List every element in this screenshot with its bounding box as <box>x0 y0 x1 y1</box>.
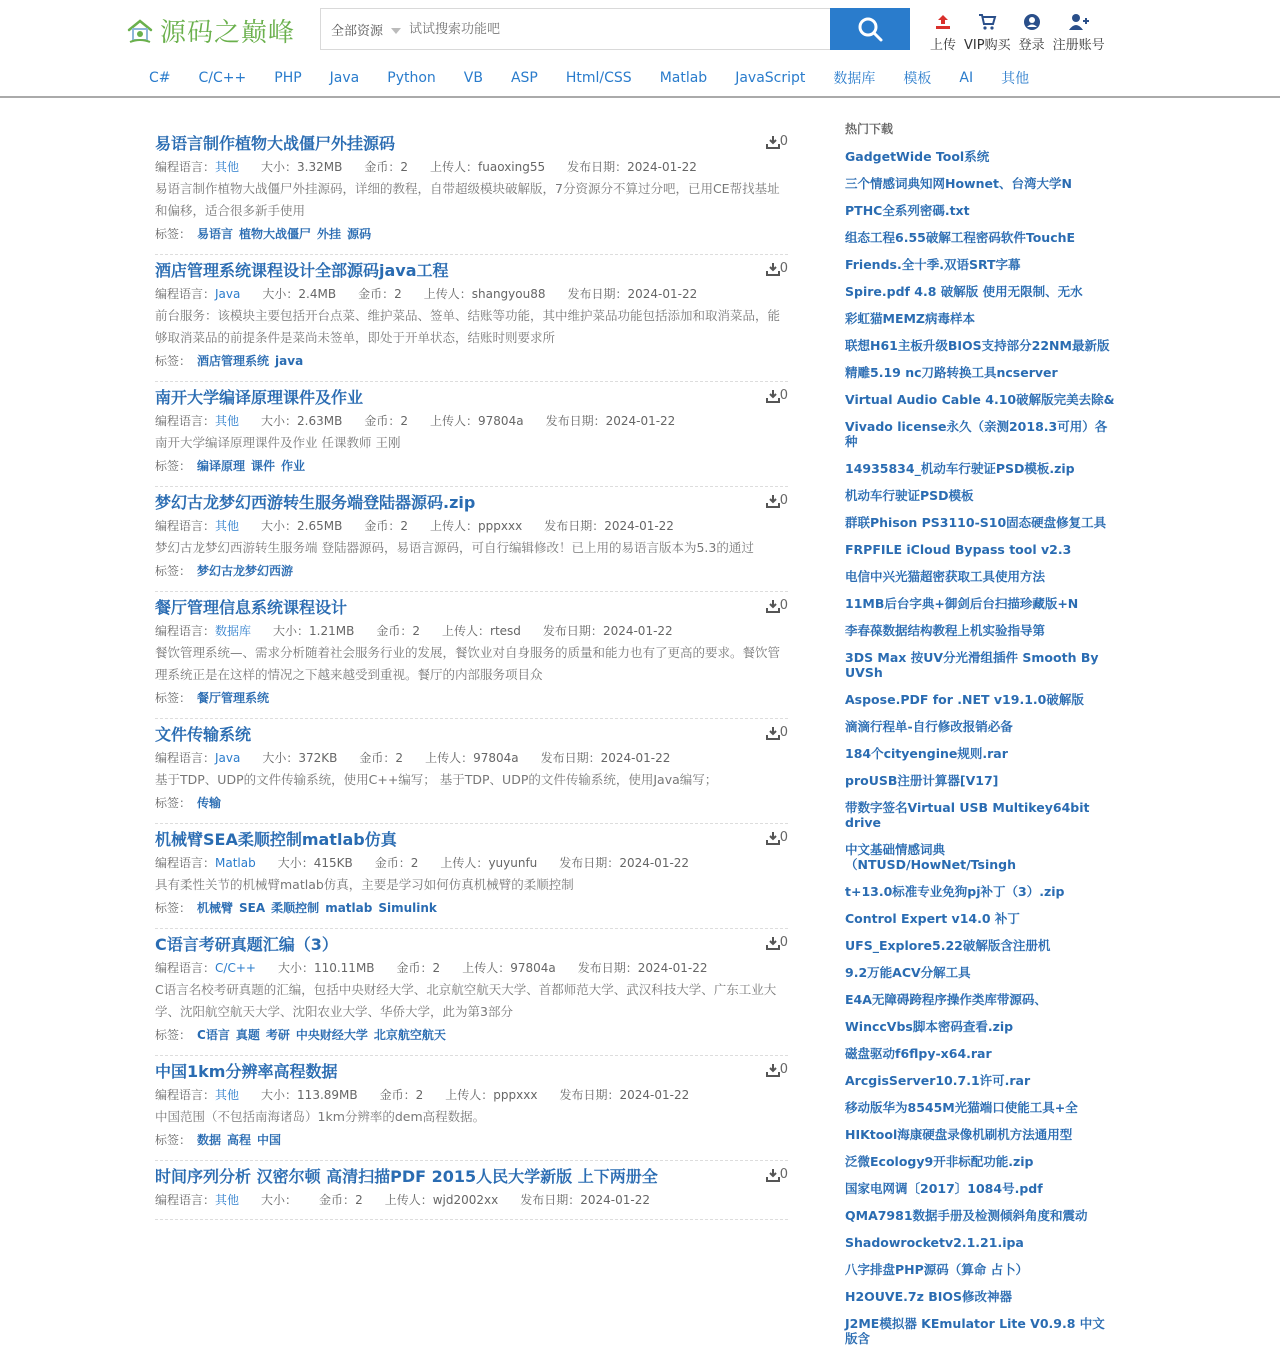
lang-link[interactable]: 数据库 <box>215 624 252 638</box>
date-label: 发布日期： <box>577 961 638 975</box>
resource-list <box>155 128 788 1220</box>
coin-label: 金币： <box>319 1193 356 1207</box>
coin-value: 2 <box>400 519 409 533</box>
nav-item-other[interactable]: 其他 <box>1001 71 1030 87</box>
hot-download-link[interactable]: 14935834_机动车行驶证PSD模板.zip <box>845 461 1075 476</box>
date-label: 发布日期： <box>540 751 601 765</box>
resource-description: 易语言制作植物大战僵尸外挂源码，详细的教程，自带超级模块破解版，7分资源分不算过分吧，已用CE帮找基址和偏移，适合很多新手使用 <box>155 181 780 218</box>
uploader-label: 上传人： <box>425 751 474 765</box>
uploader-value: 97804a <box>473 751 519 765</box>
date-label: 发布日期： <box>545 414 606 428</box>
hot-download-link[interactable]: ArcgisServer10.7.1许可.rar <box>845 1073 1031 1088</box>
hot-download-link[interactable]: WinccVbs脚本密码查看.zip <box>845 1019 1014 1034</box>
hot-download-link[interactable]: 组态工程6.55破解工程密码软件TouchE <box>845 230 1076 245</box>
nav-item-matlab[interactable]: Matlab <box>659 70 708 86</box>
resource-item <box>155 255 788 382</box>
coin-label: 金币： <box>376 624 413 638</box>
resource-title-link[interactable]: 南开大学编译原理课件及作业 <box>155 388 364 407</box>
hot-downloads-sidebar <box>845 120 1115 1358</box>
download-icon <box>766 1063 780 1077</box>
resource-item <box>155 824 788 929</box>
lang-label: 编程语言： <box>155 1088 216 1102</box>
resource-description: 基于TDP、UDP的文件传输系统，使用C++编写； 基于TDP、UDP的文件传输系统，使用Java编写； <box>155 772 718 787</box>
lang-link[interactable]: 其他 <box>215 519 240 533</box>
nav-item-javascript[interactable]: JavaScript <box>735 70 806 86</box>
resource-description: 中国范围（不包括南海诸岛）1km分辨率的dem高程数据。 <box>155 1109 486 1124</box>
resource-title-link[interactable]: 易语言制作植物大战僵尸外挂源码 <box>155 134 396 153</box>
resource-meta <box>155 852 788 874</box>
resource-title-link[interactable]: 餐厅管理信息系统课程设计 <box>155 598 348 617</box>
tag-link[interactable]: C语言 <box>197 1028 230 1042</box>
uploader-value: pppxxx <box>478 519 523 533</box>
tag-link[interactable]: 餐厅管理系统 <box>197 691 270 705</box>
resource-item <box>155 592 788 719</box>
coin-value: 2 <box>415 1088 424 1102</box>
tag-link[interactable]: matlab <box>325 901 373 915</box>
resource-tags <box>155 791 788 815</box>
tag-link[interactable]: 易语言 <box>197 227 234 241</box>
download-count-value: 0 <box>779 830 788 845</box>
download-icon <box>766 494 780 508</box>
nav-item-python[interactable]: Python <box>387 70 436 86</box>
tag-link[interactable]: 考研 <box>265 1028 290 1042</box>
resource-meta <box>155 1189 788 1211</box>
download-count-value: 0 <box>779 1167 788 1182</box>
coin-label: 金币： <box>379 1088 416 1102</box>
resource-meta <box>155 283 788 305</box>
uploader-value: fuaoxing55 <box>478 160 546 174</box>
resource-tags <box>155 222 788 246</box>
download-count-value: 0 <box>779 725 788 740</box>
download-icon <box>766 1168 780 1182</box>
tag-link[interactable]: 植物大战僵尸 <box>239 227 312 241</box>
download-count-value: 0 <box>779 935 788 950</box>
category-nav <box>0 60 1280 98</box>
hot-download-link[interactable]: 电信中兴光猫超密获取工具使用方法 <box>845 569 1046 584</box>
resource-tags <box>155 1023 788 1047</box>
chevron-down-icon[interactable] <box>391 28 401 34</box>
date-value: 2024-01-22 <box>637 961 708 975</box>
resource-tags <box>155 896 788 920</box>
uploader-value: 97804a <box>478 414 524 428</box>
tag-link[interactable]: 源码 <box>347 227 372 241</box>
lang-label: 编程语言： <box>155 1193 216 1207</box>
hot-download-link[interactable]: Friends.全十季.双语SRT字幕 <box>845 257 1021 272</box>
resource-description: C语言名校考研真题的汇编，包括中央财经大学、北京航空航天大学、首都师范大学、武汉科技大学、广东工业大学、沈阳航空航天大学、沈阳农业大学、华侨大学，此为第3部分 <box>155 982 777 1019</box>
hot-download-link[interactable]: J2ME模拟器 KEmulator Lite V0.9.8 中文版含 <box>845 1316 1105 1346</box>
hot-download-link[interactable]: QMA7981数据手册及检测倾斜角度和震动 <box>845 1208 1088 1223</box>
size-value: 2.4MB <box>298 287 337 301</box>
download-icon <box>766 936 780 950</box>
hot-download-link[interactable]: Vivado license永久（亲测2018.3可用）各种 <box>845 419 1108 449</box>
size-value: 3.32MB <box>297 160 343 174</box>
uploader-label: 上传人： <box>430 414 479 428</box>
uploader-label: 上传人： <box>423 287 472 301</box>
resource-meta <box>155 410 788 432</box>
hot-download-link[interactable]: 彩虹猫MEMZ病毒样本 <box>845 311 975 326</box>
resource-title-link[interactable]: 时间序列分析 汉密尔顿 高清扫描PDF 2015人民大学新版 上下两册全 <box>155 1167 658 1186</box>
size-label: 大小： <box>261 160 298 174</box>
coin-label: 金币： <box>364 160 401 174</box>
date-value: 2024-01-22 <box>604 519 674 533</box>
tags-label: 标签： <box>155 1133 192 1147</box>
date-value: 2024-01-22 <box>580 1193 650 1207</box>
hot-download-link[interactable]: Virtual Audio Cable 4.10破解版完美去除& <box>845 392 1115 407</box>
hot-download-link[interactable]: 李春葆数据结构教程上机实验指导第 <box>845 623 1046 638</box>
resource-meta <box>155 957 788 979</box>
nav-item-csharp[interactable]: C# <box>149 70 171 86</box>
tag-link[interactable]: 中央财经大学 <box>295 1028 368 1042</box>
hot-download-link[interactable]: 184个cityengine规则.rar <box>845 746 1008 761</box>
lang-label: 编程语言： <box>155 856 216 870</box>
sidebar-title: 热门下载 <box>845 122 894 136</box>
download-count-value: 0 <box>779 493 788 508</box>
resource-title-link[interactable]: 中国1km分辨率高程数据 <box>155 1062 338 1081</box>
coin-value: 2 <box>394 287 402 301</box>
tag-link[interactable]: 真题 <box>235 1028 260 1042</box>
resource-meta <box>155 1084 788 1106</box>
resource-meta <box>155 747 788 769</box>
size-label: 大小： <box>261 519 298 533</box>
hot-download-link[interactable]: FRPFILE iCloud Bypass tool v2.3 <box>845 542 1072 557</box>
download-count[interactable] <box>766 388 788 403</box>
lang-link[interactable]: Java <box>215 287 241 301</box>
search-scope-select[interactable]: 全部资源 <box>331 24 384 39</box>
download-count[interactable] <box>766 935 788 950</box>
resource-tags <box>155 1128 788 1152</box>
uploader-label: 上传人： <box>384 1193 433 1207</box>
resource-meta <box>155 620 788 642</box>
date-label: 发布日期： <box>559 1088 620 1102</box>
resource-title-link[interactable]: 机械臂SEA柔顺控制matlab仿真 <box>155 830 397 849</box>
resource-meta <box>155 156 788 178</box>
lang-link[interactable]: C/C++ <box>215 961 256 975</box>
date-label: 发布日期： <box>544 519 605 533</box>
hot-download-link[interactable]: E4A无障碍跨程序操作类库带源码、 <box>845 992 1047 1007</box>
tag-link[interactable]: 机械臂 <box>197 901 234 915</box>
lang-link[interactable]: 其他 <box>215 1088 240 1102</box>
lang-label: 编程语言： <box>155 160 216 174</box>
hot-download-link[interactable]: t+13.0标准专业免狗pj补丁（3）.zip <box>845 884 1065 899</box>
date-value: 2024-01-22 <box>619 856 690 870</box>
hot-downloads-list <box>845 149 1115 1346</box>
date-label: 发布日期： <box>559 856 620 870</box>
coin-value: 2 <box>400 160 409 174</box>
nav-item-java[interactable]: Java <box>329 70 360 86</box>
date-label: 发布日期： <box>520 1193 581 1207</box>
hot-download-link[interactable]: Aspose.PDF for .NET v19.1.0破解版 <box>845 692 1084 707</box>
uploader-label: 上传人： <box>440 856 489 870</box>
size-label: 大小： <box>262 751 299 765</box>
size-label: 大小： <box>277 961 314 975</box>
tag-link[interactable]: 作业 <box>281 459 306 473</box>
hot-download-link[interactable]: 联想H61主板升级BIOS支持部分22NM最新版 <box>845 338 1110 353</box>
register-button[interactable]: 注册账号 <box>1053 12 1105 53</box>
lang-link[interactable]: 其他 <box>215 414 240 428</box>
upload-button[interactable]: 上传 <box>930 12 956 53</box>
lang-label: 编程语言： <box>155 287 216 301</box>
tag-link[interactable]: 数据 <box>197 1133 222 1147</box>
date-value: 2024-01-22 <box>627 287 698 301</box>
resource-tags <box>155 454 788 478</box>
size-value: 2.65MB <box>297 519 343 533</box>
resource-tags <box>155 349 788 373</box>
coin-label: 金币： <box>374 856 411 870</box>
lang-link[interactable]: Matlab <box>215 856 256 870</box>
resource-item <box>155 929 788 1056</box>
resource-title-link[interactable]: C语言考研真题汇编（3） <box>155 935 338 954</box>
upload-icon <box>934 13 952 31</box>
logo-icon <box>126 17 154 45</box>
coin-label: 金币： <box>364 519 401 533</box>
download-count[interactable] <box>766 830 788 845</box>
hot-download-link[interactable]: PTHC全系列密碼.txt <box>845 203 970 218</box>
size-value: 415KB <box>313 856 353 870</box>
search-bar <box>320 8 910 50</box>
download-icon <box>766 135 780 149</box>
resource-description: 前台服务：该模块主要包括开台点菜、维护菜品、签单、结账等功能，其中维护菜品功能包括添加和取消菜品，能够取消菜品的前提条件是菜尚未签单，即处于开单状态，结账时则要求所 <box>155 308 781 345</box>
lang-label: 编程语言： <box>155 624 216 638</box>
resource-meta <box>155 515 788 537</box>
date-label: 发布日期： <box>542 624 603 638</box>
download-count-value: 0 <box>779 261 788 276</box>
tag-link[interactable]: 北京航空航天 <box>373 1028 446 1042</box>
lang-label: 编程语言： <box>155 519 216 533</box>
date-value: 2024-01-22 <box>627 160 697 174</box>
uploader-label: 上传人： <box>430 519 479 533</box>
user-toolbar <box>930 12 1113 53</box>
tag-link[interactable]: 编译原理 <box>197 459 246 473</box>
download-icon <box>766 726 780 740</box>
nav-item-ai[interactable]: AI <box>959 70 974 86</box>
nav-item-php[interactable]: PHP <box>274 70 302 86</box>
tags-label: 标签： <box>155 459 192 473</box>
uploader-value: pppxxx <box>493 1088 538 1102</box>
date-value: 2024-01-22 <box>619 1088 690 1102</box>
tag-link[interactable]: 酒店管理系统 <box>197 354 270 368</box>
tag-link[interactable]: 高程 <box>227 1133 252 1147</box>
coin-label: 金币： <box>396 961 433 975</box>
resource-title-link[interactable]: 梦幻古龙梦幻西游转生服务端登陆器源码.zip <box>155 493 476 512</box>
tags-label: 标签： <box>155 901 192 915</box>
hot-download-link[interactable]: Spire.pdf 4.8 破解版 使用无限制、无水 <box>845 284 1083 299</box>
hot-download-link[interactable]: 三个情感词典知网Hownet、台湾大学N <box>845 176 1072 191</box>
download-count[interactable] <box>766 725 788 740</box>
coin-value: 2 <box>395 751 404 765</box>
tags-label: 标签： <box>155 227 192 241</box>
lang-label: 编程语言： <box>155 961 216 975</box>
lang-label: 编程语言： <box>155 414 216 428</box>
resource-item <box>155 128 788 255</box>
tags-label: 标签： <box>155 691 192 705</box>
lang-link[interactable]: 其他 <box>215 1193 240 1207</box>
download-count[interactable] <box>766 1167 788 1182</box>
size-label: 大小： <box>261 414 298 428</box>
search-icon <box>856 15 884 43</box>
hot-download-link[interactable]: 中文基础情感词典（NTUSD/HowNet/Tsingh <box>845 842 1016 872</box>
tag-link[interactable]: 课件 <box>251 459 276 473</box>
date-label: 发布日期： <box>567 287 628 301</box>
hot-download-link[interactable]: 群联Phison PS3110-S10固态硬盘修复工具 <box>845 515 1107 530</box>
resource-item <box>155 487 788 592</box>
size-value: 2.63MB <box>297 414 343 428</box>
download-icon <box>766 389 780 403</box>
hot-download-link[interactable]: 9.2万能ACV分解工具 <box>845 965 971 980</box>
user-icon <box>1023 13 1041 31</box>
uploader-label: 上传人： <box>430 160 479 174</box>
hot-download-link[interactable]: 精雕5.19 nc刀路转换工具ncserver <box>845 365 1058 380</box>
tag-link[interactable]: 传输 <box>197 796 222 810</box>
hot-download-link[interactable]: proUSB注册计算器[V17] <box>845 773 999 788</box>
download-icon <box>766 599 780 613</box>
download-count[interactable] <box>766 134 788 149</box>
size-label: 大小： <box>262 287 299 301</box>
user-plus-icon <box>1068 13 1090 31</box>
resource-item <box>155 382 788 487</box>
tag-link[interactable]: Simulink <box>378 901 437 915</box>
resource-item <box>155 1161 788 1220</box>
hot-download-link[interactable]: H2OUVE.7z BIOS修改神器 <box>845 1289 1013 1304</box>
size-label: 大小： <box>277 856 314 870</box>
size-label: 大小： <box>261 1193 298 1207</box>
vip-buy-button[interactable]: VIP购买 <box>964 12 1011 53</box>
uploader-value: shangyou88 <box>471 287 546 301</box>
uploader-value: yuyunfu <box>488 856 538 870</box>
size-value: 1.21MB <box>309 624 355 638</box>
site-name: 源码之巅峰 <box>160 18 296 48</box>
download-icon <box>766 262 780 276</box>
uploader-value: 97804a <box>510 961 556 975</box>
tag-link[interactable]: 梦幻古龙梦幻西游 <box>197 564 294 578</box>
download-count-value: 0 <box>779 134 788 149</box>
nav-item-template[interactable]: 模板 <box>903 71 932 87</box>
date-label: 发布日期： <box>567 160 628 174</box>
hot-download-link[interactable]: 3DS Max 按UV分光滑组插件 Smooth By UVSh <box>845 650 1099 680</box>
lang-label: 编程语言： <box>155 751 216 765</box>
coin-value: 2 <box>410 856 419 870</box>
resource-description: 餐饮管理系统—、需求分析随着社会服务行业的发展，餐饮业对自身服务的质量和能力也有了更高的要求。餐饮管理系统正是在这样的情况之下越来越受到重视。餐厅的内部服务项目众 <box>155 645 781 682</box>
hot-download-link[interactable]: Control Expert v14.0 补丁 <box>845 911 1020 926</box>
size-label: 大小： <box>273 624 310 638</box>
resource-description: 梦幻古龙梦幻西游转生服务端 登陆器源码，易语言源码，可自行编辑修改！已上用的易语言版本为5.3的通过 <box>155 540 754 555</box>
hot-download-link[interactable]: 国家电网调〔2017〕1084号.pdf <box>845 1181 1043 1196</box>
hot-download-link[interactable]: GadgetWide Tool系统 <box>845 149 990 164</box>
uploader-value: rtesd <box>490 624 521 638</box>
download-count-value: 0 <box>779 598 788 613</box>
coin-value: 2 <box>412 624 421 638</box>
resource-tags <box>155 686 788 710</box>
hot-download-link[interactable]: 八字排盘PHP源码（算命 占卜） <box>845 1262 1029 1277</box>
coin-value: 2 <box>432 961 441 975</box>
nav-item-cpp[interactable]: C/C++ <box>198 70 247 86</box>
tag-link[interactable]: java <box>275 354 304 368</box>
nav-item-asp[interactable]: ASP <box>510 70 538 86</box>
size-label: 大小： <box>261 1088 298 1102</box>
hot-download-link[interactable]: HIKtool海康硬盘录像机刷机方法通用型 <box>845 1127 1073 1142</box>
download-count[interactable] <box>766 261 788 276</box>
header <box>0 0 1280 60</box>
resource-item <box>155 719 788 824</box>
tag-link[interactable]: SEA <box>239 901 266 915</box>
resource-title-link[interactable]: 酒店管理系统课程设计全部源码java工程 <box>155 261 449 280</box>
size-value: 113.89MB <box>297 1088 358 1102</box>
search-button[interactable] <box>830 8 910 50</box>
lang-link[interactable]: 其他 <box>215 160 240 174</box>
hot-download-link[interactable]: 移动版华为8545M光猫端口使能工具+全 <box>845 1100 1078 1115</box>
coin-label: 金币： <box>364 414 401 428</box>
resource-description: 南开大学编译原理课件及作业 任课教师 王刚 <box>155 435 401 450</box>
download-count-value: 0 <box>779 1062 788 1077</box>
hot-download-link[interactable]: 泛微Ecology9开非标配功能.zip <box>845 1154 1034 1169</box>
site-logo[interactable] <box>126 12 295 49</box>
uploader-value: wjd2002xx <box>432 1193 499 1207</box>
download-count[interactable] <box>766 493 788 508</box>
hot-download-link[interactable]: 磁盘驱动f6flpy-x64.rar <box>845 1046 992 1061</box>
login-button[interactable]: 登录 <box>1019 12 1045 53</box>
coin-value: 2 <box>355 1193 363 1207</box>
tag-link[interactable]: 外挂 <box>317 227 342 241</box>
tag-link[interactable]: 柔顺控制 <box>271 901 320 915</box>
nav-item-database[interactable]: 数据库 <box>833 71 876 87</box>
tags-label: 标签： <box>155 1028 192 1042</box>
size-value: 372KB <box>298 751 338 765</box>
coin-value: 2 <box>400 414 409 428</box>
uploader-label: 上传人： <box>462 961 511 975</box>
tag-link[interactable]: 中国 <box>257 1133 282 1147</box>
resource-title-link[interactable]: 文件传输系统 <box>155 725 252 744</box>
coin-label: 金币： <box>359 751 396 765</box>
hot-download-link[interactable]: 滴滴行程单-自行修改报销必备 <box>845 719 1013 734</box>
date-value: 2024-01-22 <box>605 414 676 428</box>
tags-label: 标签： <box>155 796 192 810</box>
uploader-label: 上传人： <box>445 1088 494 1102</box>
tags-label: 标签： <box>155 354 192 368</box>
download-count[interactable] <box>766 1062 788 1077</box>
lang-link[interactable]: Java <box>215 751 241 765</box>
date-value: 2024-01-22 <box>600 751 671 765</box>
resource-tags <box>155 559 788 583</box>
hot-download-link[interactable]: 机动车行驶证PSD模板 <box>845 488 974 503</box>
date-value: 2024-01-22 <box>602 624 673 638</box>
download-count-value: 0 <box>779 388 788 403</box>
hot-download-link[interactable]: 带数字签名Virtual USB Multikey64bit drive <box>845 800 1090 830</box>
download-count[interactable] <box>766 598 788 613</box>
hot-download-link[interactable]: UFS_Explore5.22破解版含注册机 <box>845 938 1051 953</box>
hot-download-link[interactable]: 11MB后台字典+御剑后台扫描珍藏版+N <box>845 596 1079 611</box>
cart-icon <box>978 13 996 31</box>
size-value: 110.11MB <box>313 961 375 975</box>
download-icon <box>766 831 780 845</box>
hot-download-link[interactable]: Shadowrocketv2.1.21.ipa <box>845 1235 1024 1250</box>
nav-item-html-css[interactable]: Html/CSS <box>565 70 632 86</box>
resource-item <box>155 1056 788 1161</box>
resource-description: 具有柔性关节的机械臂matlab仿真，主要是学习如何仿真机械臂的柔顺控制 <box>155 877 574 892</box>
tags-label: 标签： <box>155 564 192 578</box>
coin-label: 金币： <box>358 287 395 301</box>
nav-item-vb[interactable]: VB <box>463 70 483 86</box>
search-input[interactable] <box>409 15 819 43</box>
uploader-label: 上传人： <box>442 624 491 638</box>
